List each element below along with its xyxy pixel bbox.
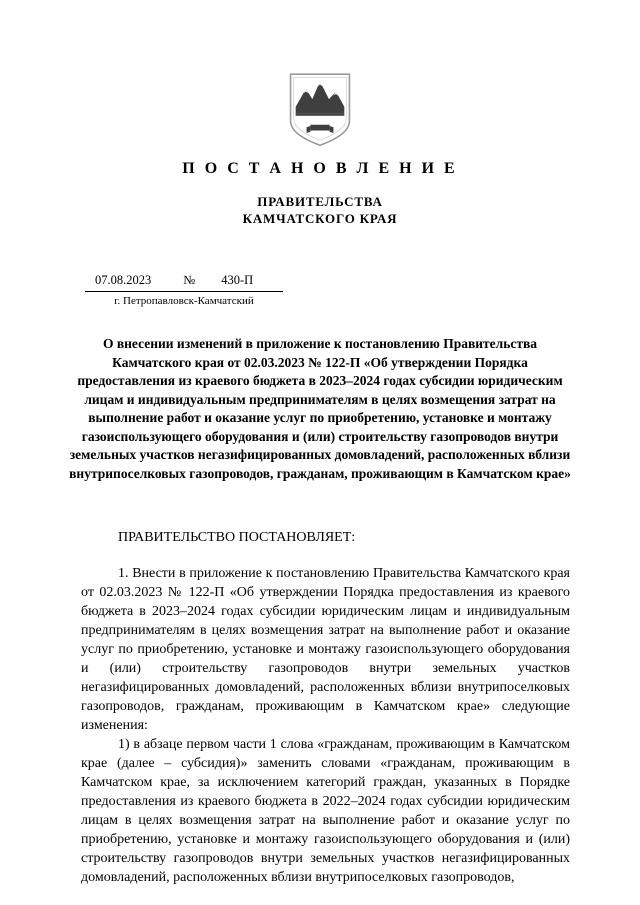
org-name-line2: КАМЧАТСКОГО КРАЯ [242, 211, 398, 226]
number-sign: № [183, 273, 196, 287]
date-number-block [85, 273, 283, 307]
coat-of-arms-icon [288, 72, 352, 148]
body-paragraph-1: 1. Внести в приложение к постановлению Правительства Камчатского края от 02.03.2023 № 122-П «Об утверждении Порядка предоставления из краевого бюджета в 2023–2024 годах субсидии юридическим лицам и индивидуальным предпринимателям в целях возмещения затрат на выполнение работ и оказание услуг по приобретению, установке и монтажу газоиспользующего оборудования и (или) строительству газопроводов внутри земельных участков негазифицированных домовладений, расположенных вблизи внутрипоселковых газопроводов, гражданам, проживающим в Камчатском крае» следующие изменения: [81, 566, 570, 733]
org-name-block [0, 193, 640, 227]
coat-of-arms-svg [288, 72, 352, 148]
document-body [0, 528, 640, 887]
document-type-title: П О С Т А Н О В Л Е Н И Е [182, 160, 458, 177]
date-number-row [85, 273, 283, 292]
body-paragraph-2: 1) в абзаце первом части 1 слова «гражданам, проживающим в Камчатском крае (далее – субсидия)» заменить словами «гражданам, проживающим в Камчатском крае, за исключением категорий граждан, указанных в Порядке предоставления из краевого бюджета в 2022–2024 годах субсидии юридическим лицам в целях возмещения затрат на выполнение работ и оказание услуг по приобретению, установке и монтажу газоиспользующего оборудования и (или) строительству газопроводов внутри земельных участков негазифицированных домовладений, расположенных вблизи внутрипоселковых газопроводов, [81, 737, 570, 885]
document-subject-title: О внесении изменений в приложение к постановлению Правительства Камчатского края от 02.03.2023 № 122-П «Об утверждении Порядка предоставления из краевого бюджета в 2023–2024 годах субсидии юридическим лицам и индивидуальным предпринимателям в целях возмещения затрат на выполнение работ и оказание услуг по приобретению, установке и монтажу газоиспользующего оборудования и (или) строительству газопроводов внутри земельных участков негазифицированных домовладений, расположенных вблизи внутрипоселковых газопроводов, гражданам, проживающим в Камчатском крае» [69, 336, 571, 481]
document-number: 430-П [221, 273, 254, 287]
document-date: 07.08.2023 [95, 273, 152, 287]
org-name-line1: ПРАВИТЕЛЬСТВА [257, 194, 383, 209]
document-city: г. Петропавловск-Камчатский [114, 295, 254, 307]
resolution-heading: ПРАВИТЕЛЬСТВО ПОСТАНОВЛЯЕТ: [118, 530, 356, 545]
